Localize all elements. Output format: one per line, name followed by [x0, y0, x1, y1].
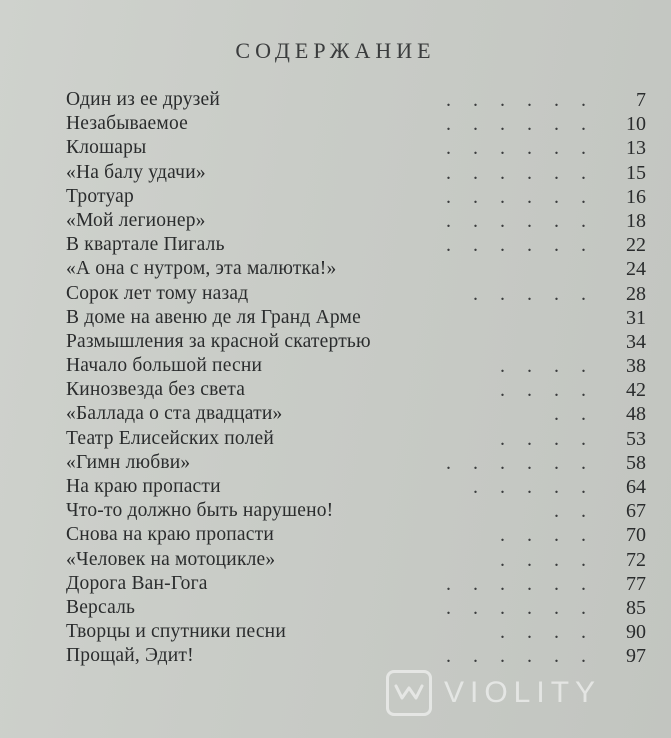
toc-entry-title: Размышления за красной скатертью: [66, 330, 371, 352]
toc-entry-title: В квартале Пигаль: [66, 234, 225, 256]
toc-leader-dots: ....: [500, 355, 608, 378]
toc-page-number: 38: [626, 355, 646, 378]
toc-entry: [66, 402, 646, 426]
toc-leader-dots: ....: [500, 548, 608, 571]
toc-entry: [66, 427, 646, 451]
toc-entry: [66, 112, 646, 136]
toc-page-number: 58: [626, 451, 646, 474]
toc-entry-title: Незабываемое: [66, 113, 188, 135]
toc-page-number: 85: [626, 596, 646, 619]
toc-page-number: 48: [626, 403, 646, 426]
toc-entry: [66, 233, 646, 257]
toc-leader-dots: ......: [446, 89, 608, 111]
toc-leader-dots: ....: [500, 427, 608, 450]
toc-page-number: 70: [626, 524, 646, 547]
toc-page-number: 15: [626, 161, 646, 184]
toc-entry-title: «Гимн любви»: [66, 451, 191, 473]
toc-page-number: 34: [626, 330, 646, 353]
toc-page-number: 7: [636, 89, 646, 111]
toc-entry: [66, 644, 646, 668]
toc-entry-title: В доме на авеню де ля Гранд Арме: [66, 306, 361, 328]
page-title: СОДЕРЖАНИЕ: [235, 38, 436, 63]
toc-leader-dots: .....: [473, 282, 608, 305]
toc-entry-title: «А она с нутром, эта малютка!»: [66, 258, 337, 280]
toc-entry-title: Один из ее друзей: [66, 89, 221, 110]
table-of-contents: [66, 88, 646, 669]
toc-page-number: 18: [626, 209, 646, 232]
toc-page-number: 13: [626, 137, 646, 160]
toc-entry: [66, 282, 646, 306]
toc-entry: [66, 209, 646, 233]
toc-entry: [66, 161, 646, 185]
toc-leader-dots: .....: [473, 476, 608, 498]
toc-entry-title: Сорок лет тому назад: [66, 282, 249, 304]
toc-page-number: 53: [626, 427, 646, 450]
crown-icon: [386, 670, 432, 716]
toc-entry: [66, 136, 646, 160]
toc-page-number: 22: [626, 234, 646, 257]
toc-leader-dots: ......: [446, 185, 608, 208]
toc-leader-dots: ......: [446, 645, 608, 668]
toc-entry: [66, 620, 646, 644]
toc-entry-title: «Баллада о ста двадцати»: [66, 403, 283, 425]
toc-leader-dots: ....: [500, 621, 608, 644]
toc-entry-title: Кинозвезда без света: [66, 379, 246, 401]
toc-entry: [66, 475, 646, 499]
watermark: [386, 668, 601, 718]
toc-page-number: 24: [626, 258, 646, 281]
toc-page-number: 90: [626, 621, 646, 644]
toc-page-number: 31: [626, 306, 646, 329]
toc-entry: [66, 523, 646, 547]
toc-entry: [66, 185, 646, 209]
toc-entry: [66, 499, 646, 523]
watermark-text: VIOLITY: [444, 676, 602, 709]
toc-entry-title: Начало большой песни: [66, 355, 263, 377]
toc-entry-title: Версаль: [66, 596, 136, 618]
toc-entry-title: Театр Елисейских полей: [66, 427, 274, 449]
toc-entry: [66, 257, 646, 281]
toc-entry: [66, 354, 646, 378]
toc-page-number: 77: [626, 572, 646, 595]
toc-leader-dots: ......: [446, 113, 608, 136]
toc-leader-dots: ..: [554, 500, 608, 523]
toc-entry-title: Дорога Ван-Гога: [66, 572, 208, 594]
toc-entry: [66, 451, 646, 475]
toc-entry-title: Тротуар: [66, 185, 134, 207]
toc-entry: [66, 88, 646, 112]
toc-leader-dots: ....: [500, 379, 608, 402]
toc-leader-dots: ......: [446, 596, 608, 619]
toc-leader-dots: ......: [446, 209, 608, 232]
toc-entry: [66, 572, 646, 596]
toc-leader-dots: ......: [446, 137, 608, 160]
toc-entry-title: «Человек на мотоцикле»: [66, 548, 276, 570]
toc-entry-title: Творцы и спутники песни: [66, 621, 286, 643]
toc-page-number: 72: [626, 548, 646, 571]
toc-page-number: 28: [626, 282, 646, 305]
toc-page-number: 97: [626, 645, 646, 668]
toc-leader-dots: ....: [500, 524, 608, 547]
toc-entry-title: «На балу удачи»: [66, 161, 206, 183]
toc-page-number: 67: [626, 500, 646, 523]
toc-entry: [66, 378, 646, 402]
toc-entry-title: Прощай, Эдит!: [66, 645, 194, 667]
toc-entry-title: Клошары: [66, 137, 147, 159]
toc-page-number: 42: [626, 379, 646, 402]
toc-entry: [66, 548, 646, 572]
toc-entry: [66, 306, 646, 330]
toc-leader-dots: ......: [446, 161, 608, 184]
toc-page-number: 10: [626, 113, 646, 136]
toc-leader-dots: ......: [446, 234, 608, 257]
toc-entry-title: Снова на краю пропасти: [66, 524, 274, 546]
toc-leader-dots: ..: [554, 403, 608, 426]
toc-page-number: 16: [626, 185, 646, 208]
toc-entry-title: Что-то должно быть нарушено!: [66, 500, 334, 522]
toc-entry-title: На краю пропасти: [66, 476, 221, 497]
toc-leader-dots: ......: [446, 572, 608, 595]
toc-entry: [66, 330, 646, 354]
toc-page-number: 64: [626, 476, 646, 498]
toc-entry: [66, 596, 646, 620]
toc-entry-title: «Мой легионер»: [66, 209, 206, 231]
toc-leader-dots: ......: [446, 451, 608, 474]
